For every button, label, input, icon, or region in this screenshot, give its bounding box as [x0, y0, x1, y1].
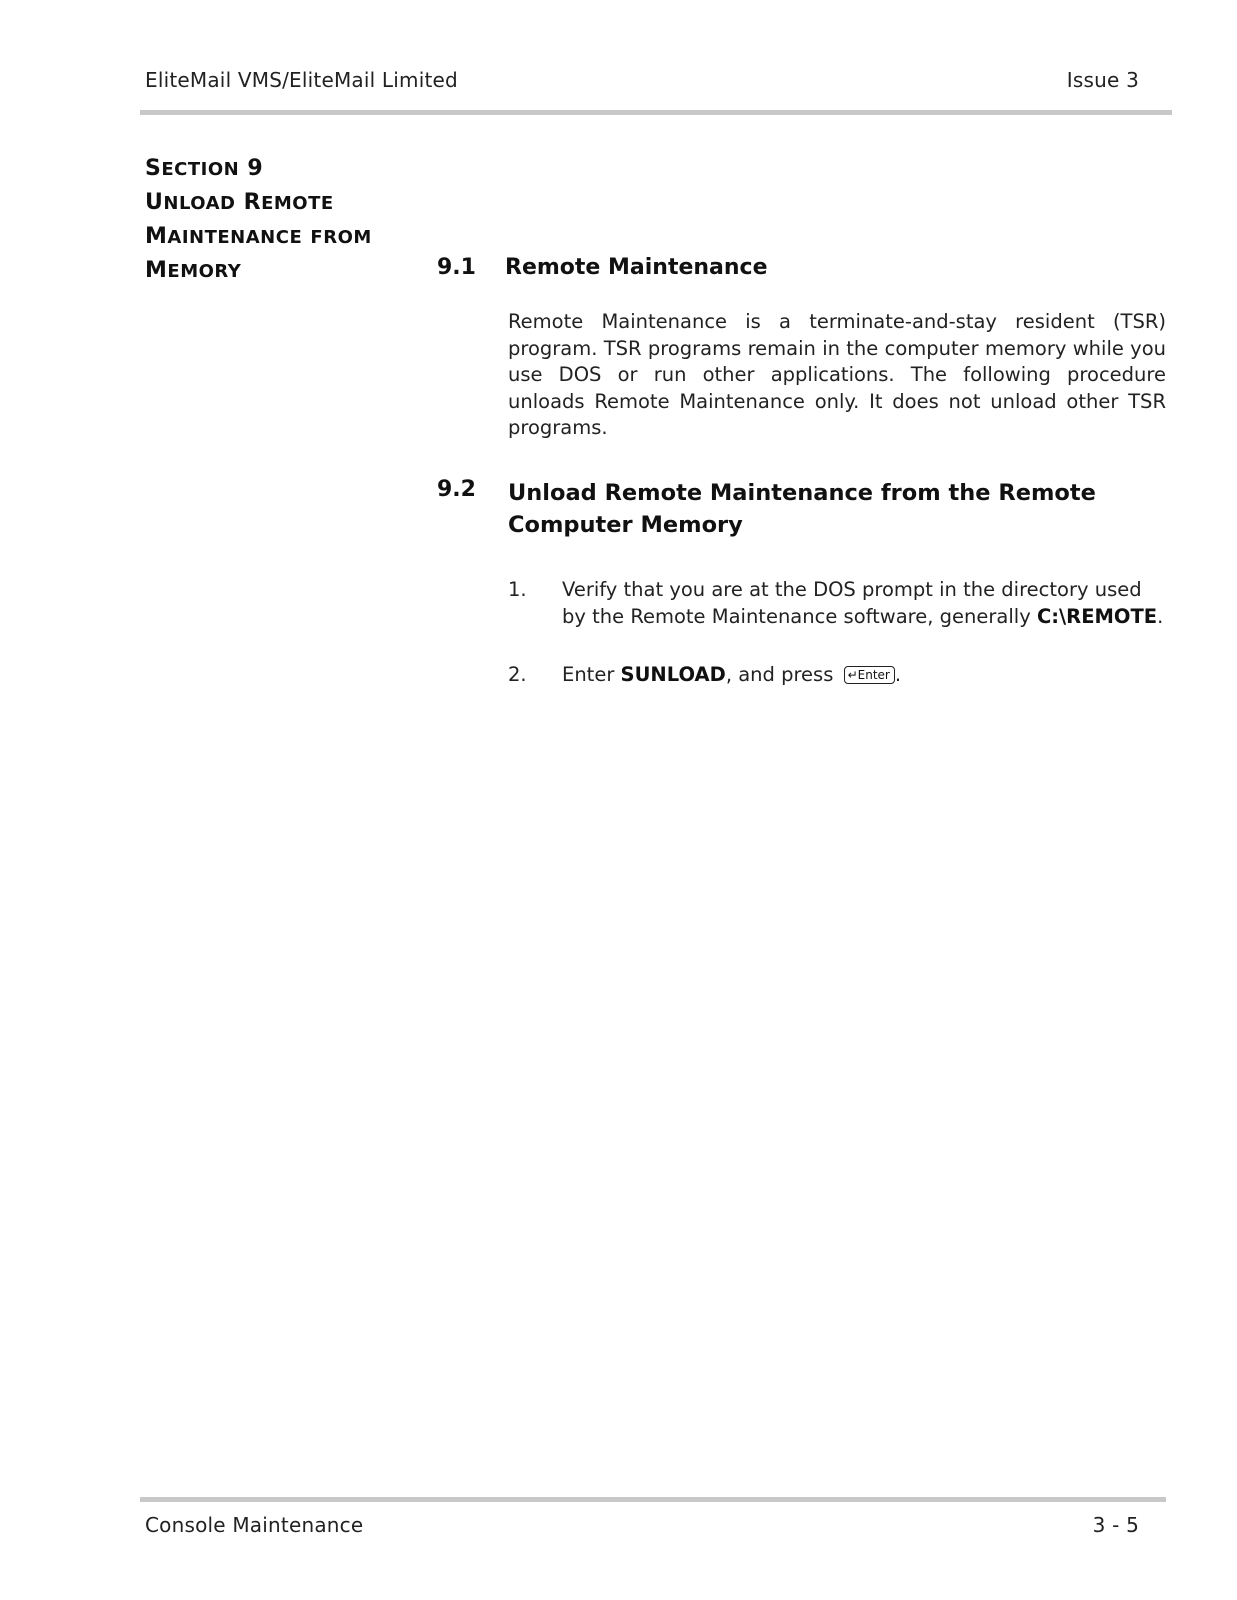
paragraph-9-1: Remote Maintenance is a terminate-and-stay resident (TSR) program. TSR programs remain in the computer memory while you use DOS or run other applications. The following procedure unloads Remote Maintenance only. It does not unload other TSR programs.: [508, 310, 1166, 439]
step-2-number: 2.: [508, 663, 527, 686]
heading-9-2-number: 9.2: [437, 477, 476, 502]
heading-9-1-number: 9.1: [437, 255, 476, 280]
step-1-number: 1.: [508, 578, 527, 601]
remote-directory-path: C:\REMOTE: [1036, 604, 1158, 628]
footer-rule: [140, 1497, 1166, 1502]
enter-key-icon: ↵Enter: [844, 666, 895, 684]
sunload-command: SUNLOAD: [620, 663, 726, 686]
header-issue: Issue 3: [1066, 68, 1139, 92]
section-title-line-2: UNLOAD REMOTE: [145, 190, 334, 215]
header-doc-title: EliteMail VMS/EliteMail Limited: [145, 68, 458, 92]
step-2-text: Enter SUNLOAD, and press ↵Enter .: [562, 663, 902, 686]
step-1-text: Verify that you are at the DOS prompt in the directory used by the Remote Maintenance software, generally C:\REMOTE.: [562, 578, 1164, 628]
section-title-line-3: MAINTENANCE FROM: [145, 224, 372, 249]
heading-9-2-title: Unload Remote Maintenance from the Remote Computer Memory: [508, 480, 1096, 538]
header-rule: [140, 110, 1172, 115]
heading-9-1-title: Remote Maintenance: [505, 255, 768, 280]
section-title-line-4: MEMORY: [145, 258, 242, 283]
footer-chapter-title: Console Maintenance: [145, 1513, 364, 1537]
section-title: [145, 152, 415, 288]
footer-page-number: 3 - 5: [1092, 1513, 1139, 1537]
section-title-line-1: SECTION 9: [145, 156, 264, 181]
